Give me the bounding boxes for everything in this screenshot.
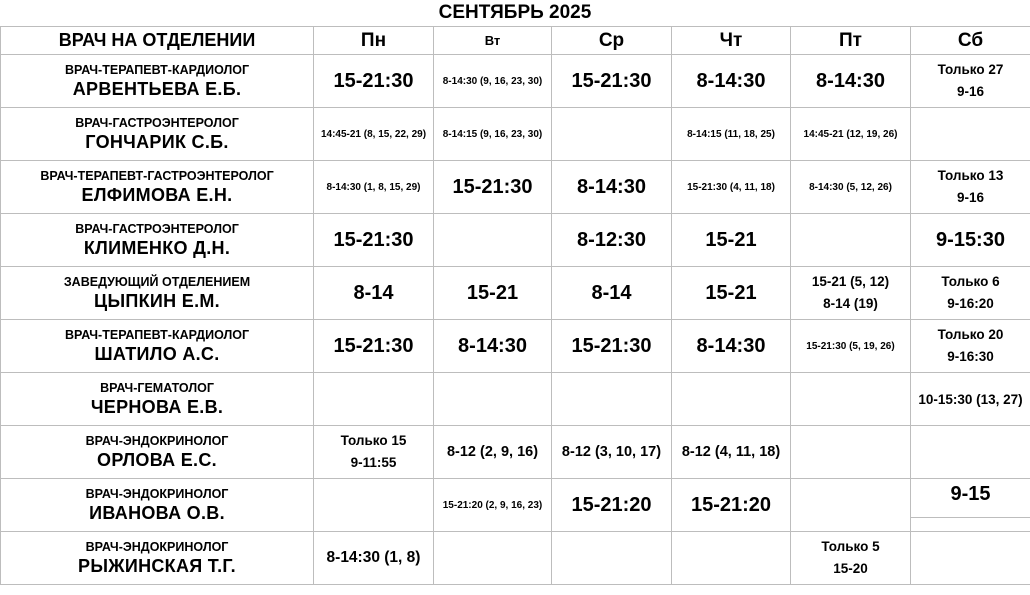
cell-sat: 9-15:30 [911, 214, 1030, 267]
cell-divider [911, 517, 1030, 518]
cell-tue: 15-21 [434, 267, 552, 320]
cell-wed [552, 373, 672, 426]
cell-thu [672, 532, 791, 585]
cell-tue [434, 214, 552, 267]
cell-fri [791, 373, 911, 426]
doctor-cell [1, 320, 314, 373]
header-fri: Пт [791, 27, 911, 55]
doctor-name: АРВЕНТЬЕВА Е.Б. [72, 79, 242, 99]
doctor-role: ВРАЧ-ГЕМАТОЛОГ [100, 381, 214, 395]
schedule-title: СЕНТЯБРЬ 2025 [438, 2, 592, 23]
cell-tue: 8-14:15 (9, 16, 23, 30) [434, 108, 552, 161]
table-row [1, 532, 1030, 585]
cell-fri [791, 214, 911, 267]
fri-line-1: 15-21 (5, 12) [811, 274, 890, 289]
cell-tue: 15-21:20 (2, 9, 16, 23) [434, 479, 552, 532]
cell-fri [791, 267, 911, 320]
doctor-role: ВРАЧ-ТЕРАПЕВТ-КАРДИОЛОГ [64, 328, 250, 342]
cell-fri: 8-14:30 [791, 55, 911, 108]
doctor-cell [1, 214, 314, 267]
sat-line-1: Только 13 [937, 168, 1004, 183]
cell-tue: 8-14:30 (9, 16, 23, 30) [434, 55, 552, 108]
cell-mon [314, 426, 434, 479]
cell-fri: 15-21:30 (5, 19, 26) [791, 320, 911, 373]
doctor-cell [1, 55, 314, 108]
doctor-name: ЦЫПКИН Е.М. [94, 291, 220, 311]
doctor-role: ВРАЧ-ТЕРАПЕВТ-ГАСТРОЭНТЕРОЛОГ [40, 169, 274, 183]
header-doctor: ВРАЧ НА ОТДЕЛЕНИИ [1, 27, 314, 55]
cell-wed: 8-12:30 [552, 214, 672, 267]
sat-line-2: 9-16:20 [947, 296, 994, 311]
sat-line-1: Только 20 [937, 327, 1004, 342]
table-row [1, 320, 1030, 373]
cell-wed [552, 532, 672, 585]
cell-fri [791, 479, 911, 532]
header-wed: Ср [552, 27, 672, 55]
doctor-cell [1, 426, 314, 479]
fri-line-2: 15-20 [833, 561, 868, 576]
cell-thu: 15-21:20 [672, 479, 791, 532]
table-row [1, 373, 1030, 426]
table-row [1, 55, 1030, 108]
cell-mon: 8-14:30 (1, 8, 15, 29) [314, 161, 434, 214]
doctor-name: ШАТИЛО А.С. [94, 344, 220, 364]
cell-fri [791, 426, 911, 479]
schedule-table [0, 26, 1030, 585]
sat-line-1: Только 6 [941, 274, 1000, 289]
sat-value: 9-15 [950, 483, 991, 505]
header-tue: Вт [434, 27, 552, 55]
sat-line-2: 9-16:30 [947, 349, 994, 364]
cell-wed [552, 108, 672, 161]
cell-fri: 14:45-21 (12, 19, 26) [791, 108, 911, 161]
doctor-role: ВРАЧ-ЭНДОКРИНОЛОГ [85, 540, 229, 554]
cell-thu: 15-21:30 (4, 11, 18) [672, 161, 791, 214]
cell-sat [911, 108, 1030, 161]
cell-sat [911, 55, 1030, 108]
cell-wed: 8-14 [552, 267, 672, 320]
table-row [1, 426, 1030, 479]
cell-mon: 15-21:30 [314, 55, 434, 108]
cell-thu: 15-21 [672, 267, 791, 320]
doctor-name: ИВАНОВА О.В. [89, 503, 225, 523]
sat-line-1: Только 27 [937, 62, 1004, 77]
doctor-role: ВРАЧ-ЭНДОКРИНОЛОГ [85, 434, 229, 448]
header-mon: Пн [314, 27, 434, 55]
cell-mon: 8-14 [314, 267, 434, 320]
cell-wed: 15-21:20 [552, 479, 672, 532]
cell-thu: 8-12 (4, 11, 18) [672, 426, 791, 479]
header-thu: Чт [672, 27, 791, 55]
doctor-name: ЕЛФИМОВА Е.Н. [81, 185, 233, 205]
doctor-cell [1, 532, 314, 585]
cell-sat: 10-15:30 (13, 27) [911, 373, 1030, 426]
header-sat: Сб [911, 27, 1030, 55]
cell-sat [911, 320, 1030, 373]
doctor-name: ЧЕРНОВА Е.В. [90, 397, 224, 417]
doctor-name: РЫЖИНСКАЯ Т.Г. [78, 556, 236, 576]
cell-mon: 15-21:30 [314, 214, 434, 267]
fri-line-2: 8-14 (19) [823, 296, 878, 311]
table-row [1, 479, 1030, 532]
table-row [1, 161, 1030, 214]
doctor-cell [1, 108, 314, 161]
fri-line-1: Только 5 [821, 539, 880, 554]
cell-mon [314, 479, 434, 532]
cell-mon: 8-14:30 (1, 8) [314, 532, 434, 585]
cell-tue: 8-14:30 [434, 320, 552, 373]
table-row [1, 214, 1030, 267]
doctor-role: ВРАЧ-ГАСТРОЭНТЕРОЛОГ [75, 116, 239, 130]
cell-fri: 8-14:30 (5, 12, 26) [791, 161, 911, 214]
cell-fri [791, 532, 911, 585]
table-row [1, 267, 1030, 320]
cell-sat [911, 267, 1030, 320]
cell-mon: 15-21:30 [314, 320, 434, 373]
doctor-cell [1, 267, 314, 320]
cell-tue: 8-12 (2, 9, 16) [434, 426, 552, 479]
sat-line-2: 9-16 [956, 84, 985, 99]
table-row [1, 108, 1030, 161]
doctor-role: ВРАЧ-ЭНДОКРИНОЛОГ [85, 487, 229, 501]
cell-thu: 15-21 [672, 214, 791, 267]
doctor-name: ОРЛОВА Е.С. [97, 450, 217, 470]
cell-thu [672, 373, 791, 426]
cell-thu: 8-14:30 [672, 320, 791, 373]
cell-wed: 15-21:30 [552, 320, 672, 373]
cell-mon [314, 373, 434, 426]
doctor-cell [1, 161, 314, 214]
cell-sat [911, 426, 1030, 479]
cell-wed: 8-12 (3, 10, 17) [552, 426, 672, 479]
doctor-role: ВРАЧ-ГАСТРОЭНТЕРОЛОГ [75, 222, 239, 236]
doctor-cell [1, 479, 314, 532]
doctor-name: КЛИМЕНКО Д.Н. [83, 238, 231, 258]
cell-tue [434, 532, 552, 585]
mon-line-1: Только 15 [340, 433, 407, 448]
cell-sat [911, 161, 1030, 214]
doctor-cell [1, 373, 314, 426]
cell-thu: 8-14:15 (11, 18, 25) [672, 108, 791, 161]
cell-tue [434, 373, 552, 426]
sat-line-2: 9-16 [956, 190, 985, 205]
cell-thu: 8-14:30 [672, 55, 791, 108]
doctor-role: ВРАЧ-ТЕРАПЕВТ-КАРДИОЛОГ [64, 63, 250, 77]
cell-wed: 8-14:30 [552, 161, 672, 214]
header-row [1, 27, 1030, 55]
mon-line-2: 9-11:55 [350, 455, 397, 470]
cell-sat [911, 532, 1030, 585]
cell-wed: 15-21:30 [552, 55, 672, 108]
cell-sat [911, 479, 1030, 532]
cell-mon: 14:45-21 (8, 15, 22, 29) [314, 108, 434, 161]
doctor-role: ЗАВЕДУЮЩИЙ ОТДЕЛЕНИЕМ [63, 275, 251, 289]
cell-tue: 15-21:30 [434, 161, 552, 214]
doctor-name: ГОНЧАРИК С.Б. [85, 132, 229, 152]
